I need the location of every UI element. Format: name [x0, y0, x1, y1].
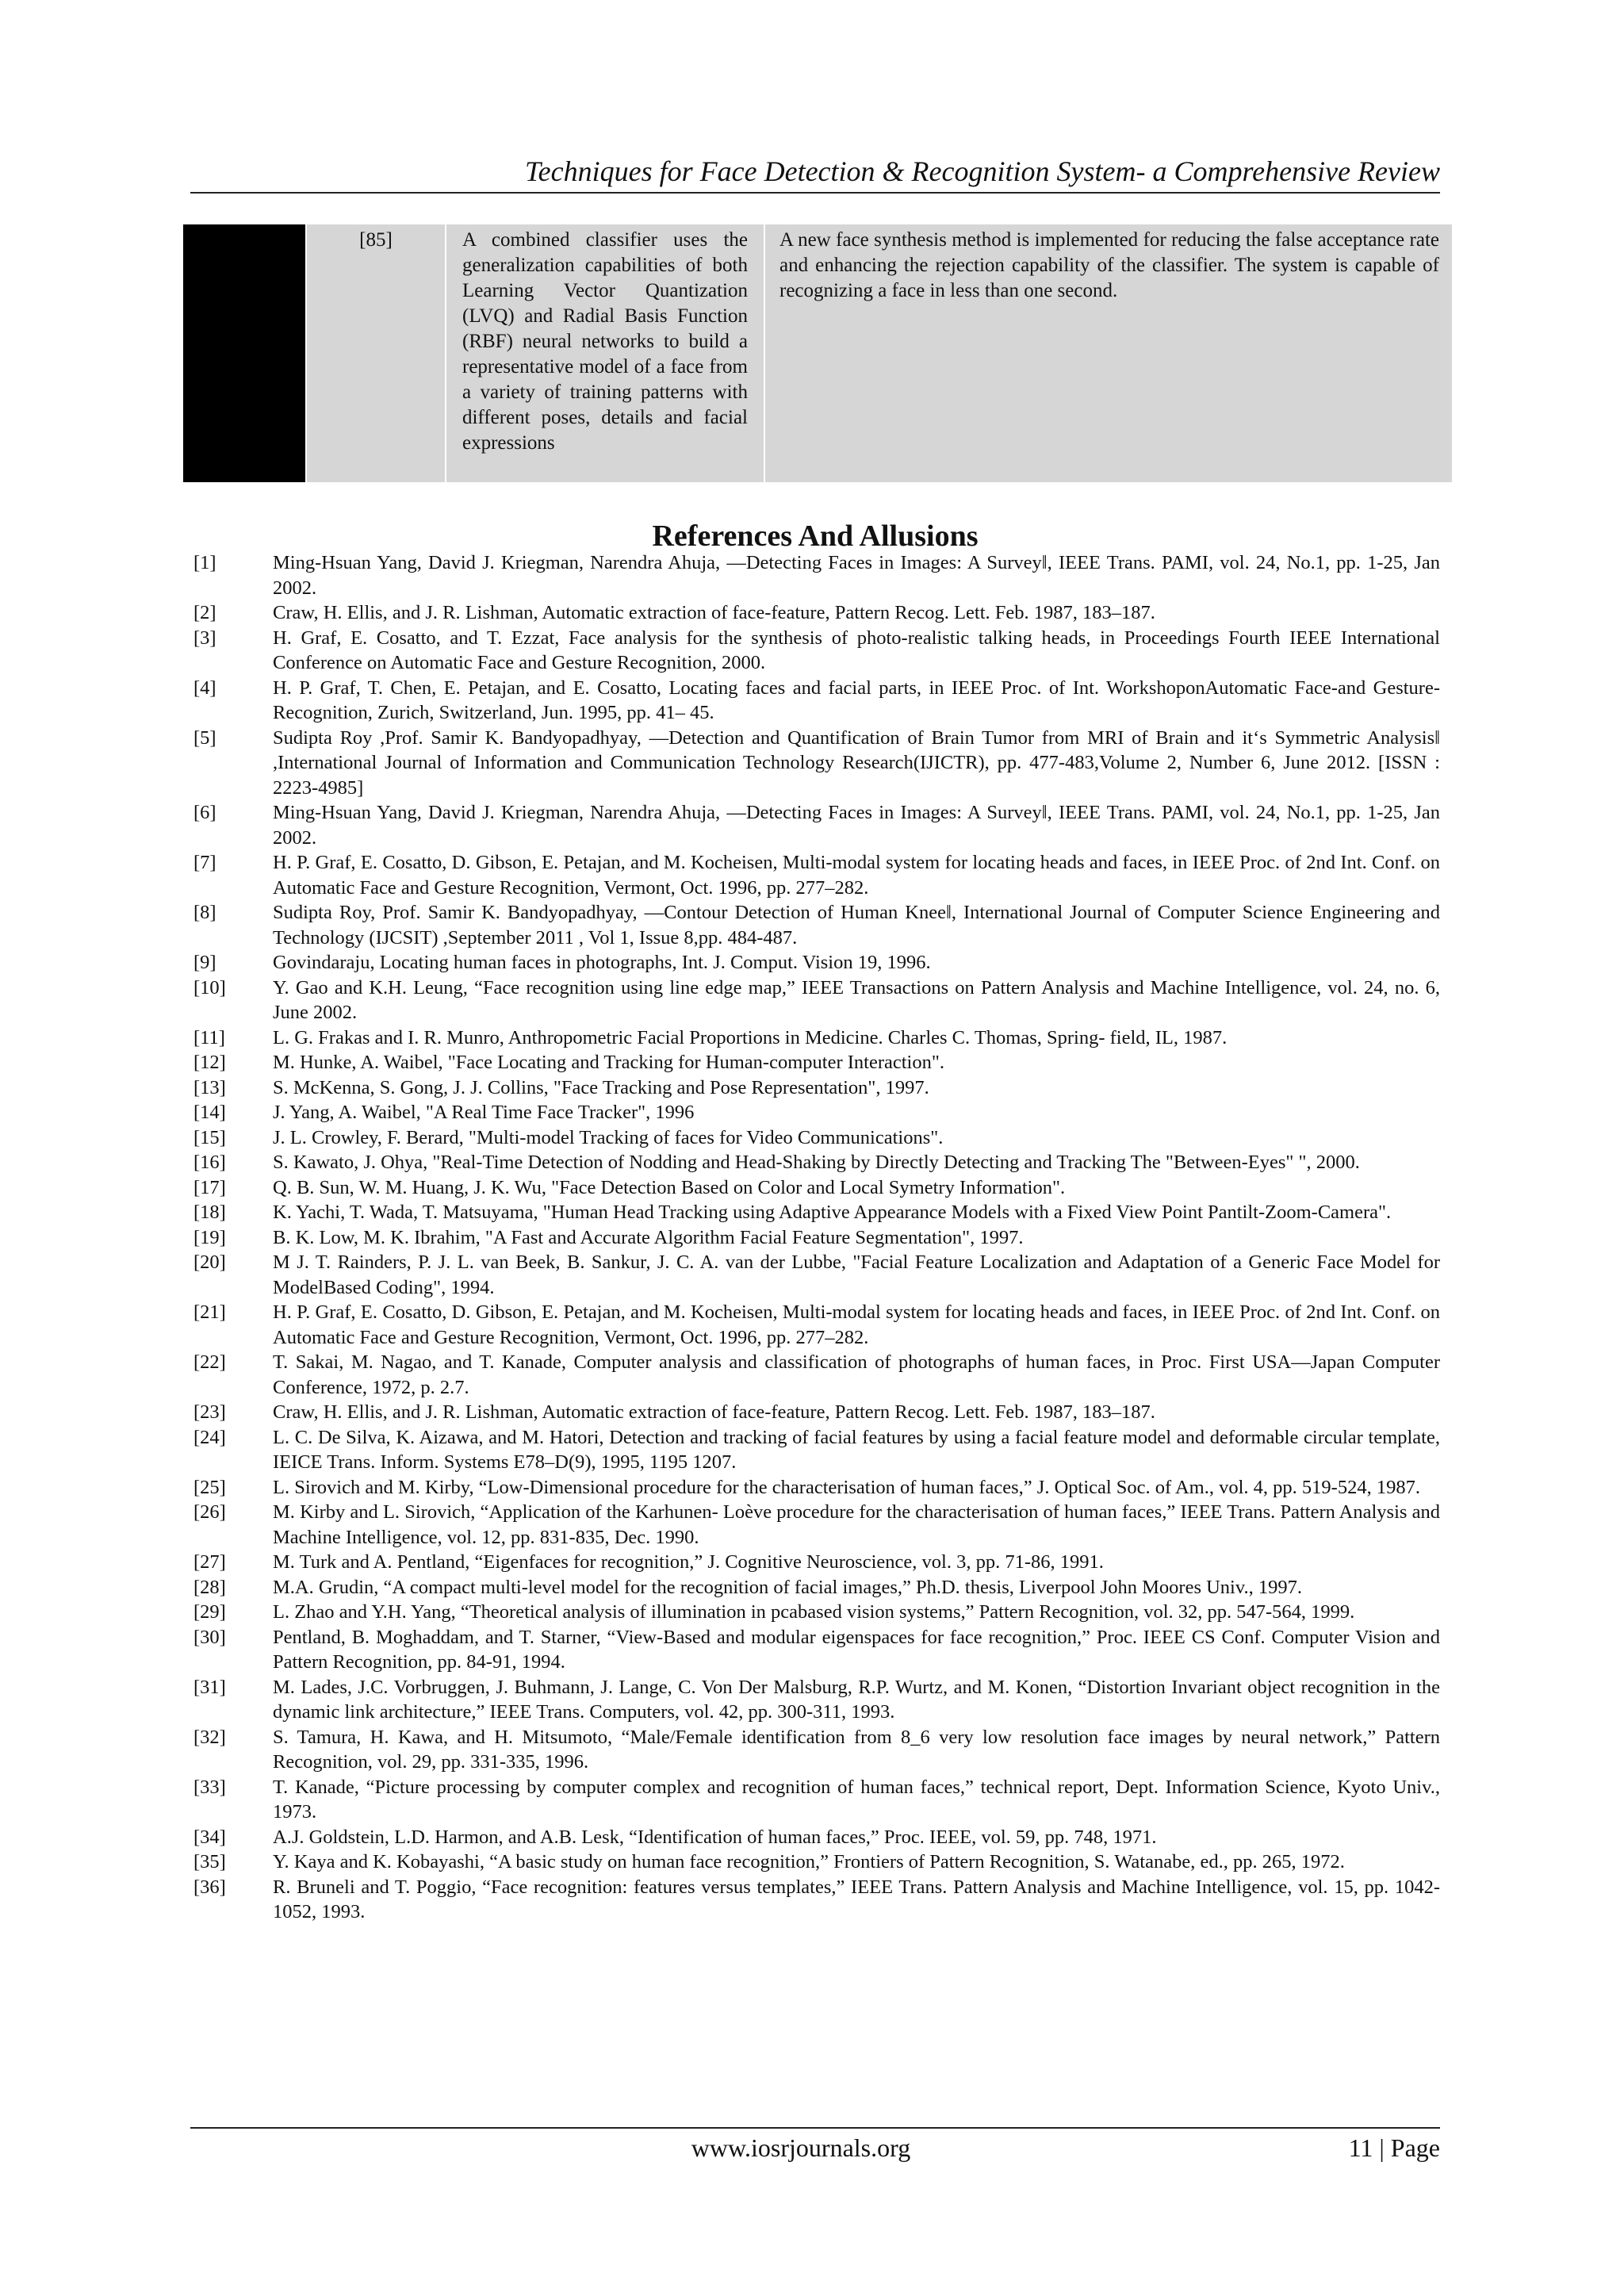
reference-text: R. Bruneli and T. Poggio, “Face recognition: features versus templates,” IEEE Trans. Pattern Analysis and Machine Intelligence, vol. 15, pp. 1042-1052, 1993. — [273, 1876, 1440, 1922]
reference-text: H. P. Graf, T. Chen, E. Petajan, and E. Cosatto, Locating faces and facial parts, in IEEE Proc. of Int. WorkshoponAutomatic Face-and Gesture-Recognition, Zurich, Switzerland, Jun. 1995, pp. 41– 45. — [273, 677, 1440, 723]
reference-number: [26] — [193, 1501, 226, 1523]
reference-number: [8] — [193, 902, 216, 923]
reference-entry — [193, 600, 1440, 626]
reference-text: H. Graf, E. Cosatto, and T. Ezzat, Face analysis for the synthesis of photo-realistic talking heads, in Proceedings Fourth IEEE International Conference on Automatic Face and Gesture Recognition, 2000. — [273, 627, 1440, 673]
reference-entry — [193, 1175, 1440, 1201]
reference-entry — [193, 726, 1440, 801]
reference-text: T. Sakai, M. Nagao, and T. Kanade, Computer analysis and classification of photographs of human faces, in Proc. First USA—Japan Computer Conference, 1972, p. 2.7. — [273, 1351, 1440, 1398]
table-description-cell: A new face synthesis method is implemented for reducing the false acceptance rate and enhancing the rejection capability of the classifier. The system is capable of recognizing a face in less than one second. — [764, 224, 1452, 482]
reference-entry — [193, 950, 1440, 976]
reference-entry — [193, 626, 1440, 676]
reference-text: Y. Kaya and K. Kobayashi, “A basic study on human face recognition,” Frontiers of Pattern Recognition, S. Watanabe, ed., pp. 265, 1972. — [273, 1851, 1345, 1872]
reference-number: [33] — [193, 1776, 226, 1798]
reference-text: M J. T. Rainders, P. J. L. van Beek, B. Sankur, J. C. A. van der Lubbe, "Facial Feature Localization and Adaptation of a Generic Face Model for ModelBased Coding", 1994. — [273, 1251, 1440, 1298]
reference-number: [1] — [193, 552, 216, 573]
reference-entry — [193, 1200, 1440, 1225]
reference-number: [19] — [193, 1226, 226, 1248]
reference-text: L. G. Frakas and I. R. Munro, Anthropometric Facial Proportions in Medicine. Charles C. Thomas, Spring- field, IL, 1987. — [273, 1026, 1228, 1048]
header-rule — [190, 192, 1440, 194]
reference-text: S. Tamura, H. Kawa, and H. Mitsumoto, “Male/Female identification from 8_6 very low resolution face images by neural network,” Pattern Recognition, vol. 29, pp. 331-335, 1996. — [273, 1726, 1440, 1773]
reference-number: [25] — [193, 1476, 226, 1498]
reference-number: [10] — [193, 976, 226, 999]
reference-text: B. K. Low, M. K. Ibrahim, "A Fast and Accurate Algorithm Facial Feature Segmentation", 1997. — [273, 1226, 1024, 1248]
reference-entry — [193, 1875, 1440, 1925]
reference-number: [17] — [193, 1176, 226, 1198]
reference-text: A.J. Goldstein, L.D. Harmon, and A.B. Lesk, “Identification of human faces,” Proc. IEEE, vol. 59, pp. 748, 1971. — [273, 1826, 1157, 1848]
reference-entry — [193, 550, 1440, 600]
reference-number: [12] — [193, 1052, 226, 1073]
reference-number: [22] — [193, 1351, 226, 1373]
reference-number: [4] — [193, 677, 216, 699]
reference-entry — [193, 1150, 1440, 1175]
reference-text: H. P. Graf, E. Cosatto, D. Gibson, E. Petajan, and M. Kocheisen, Multi-modal system for locating heads and faces, in IEEE Proc. of 2nd Int. Conf. on Automatic Face and Gesture Recognition, Vermont, Oct. 1996, pp. 277–282. — [273, 1301, 1440, 1348]
reference-text: L. Sirovich and M. Kirby, “Low-Dimensional procedure for the characterisation of human faces,” J. Optical Soc. of Am., vol. 4, pp. 519-524, 1987. — [273, 1476, 1420, 1498]
reference-entry — [193, 1675, 1440, 1725]
footer-page-number: 11 | Page — [1348, 2133, 1440, 2162]
reference-number: [2] — [193, 602, 216, 623]
reference-number: [27] — [193, 1551, 226, 1573]
reference-number: [28] — [193, 1576, 226, 1598]
reference-entry — [193, 1300, 1440, 1350]
reference-entry — [193, 1475, 1440, 1501]
reference-number: [29] — [193, 1601, 226, 1623]
reference-entry — [193, 900, 1440, 950]
reference-entry — [193, 1849, 1440, 1875]
reference-text: Ming-Hsuan Yang, David J. Kriegman, Narendra Ahuja, ―Detecting Faces in Images: A Survey‖, IEEE Trans. PAMI, vol. 24, No.1, pp. 1-25, Jan 2002. — [273, 552, 1440, 599]
reference-entry — [193, 1625, 1440, 1675]
reference-entry — [193, 1250, 1440, 1300]
reference-entry — [193, 1400, 1440, 1425]
reference-text: J. Yang, A. Waibel, "A Real Time Face Tracker", 1996 — [273, 1102, 695, 1123]
reference-entry — [193, 976, 1440, 1025]
reference-text: Ming-Hsuan Yang, David J. Kriegman, Narendra Ahuja, ―Detecting Faces in Images: A Survey‖, IEEE Trans. PAMI, vol. 24, No.1, pp. 1-25, Jan 2002. — [273, 802, 1440, 849]
table-method-cell: A combined classifier uses the generalization capabilities of both Learning Vector Quantization (LVQ) and Radial Basis Function (RBF) neural networks to build a representative model of a face from a variety of training patterns with different poses, details and facial expressions — [445, 224, 764, 482]
reference-entry — [193, 850, 1440, 900]
reference-text: Sudipta Roy ,Prof. Samir K. Bandyopadhyay, ―Detection and Quantification of Brain Tumor from MRI of Brain and it‘s Symmetric Analysis‖ ,International Journal of Information and Communication Technology Research(IJICTR), pp. 477-483,Volume 2, Number 6, June 2012. [ISSN : 2223-4985] — [273, 726, 1440, 799]
reference-entry — [193, 1775, 1440, 1825]
reference-text: Craw, H. Ellis, and J. R. Lishman, Automatic extraction of face-feature, Pattern Recog. Lett. Feb. 1987, 183–187. — [273, 1401, 1155, 1423]
reference-number: [6] — [193, 802, 216, 823]
reference-text: Q. B. Sun, W. M. Huang, J. K. Wu, "Face Detection Based on Color and Local Symetry Information". — [273, 1176, 1066, 1198]
reference-number: [32] — [193, 1726, 226, 1748]
reference-entry — [193, 1575, 1440, 1600]
reference-number: [13] — [193, 1076, 226, 1098]
reference-entry — [193, 676, 1440, 726]
reference-entry — [193, 1425, 1440, 1475]
reference-number: [16] — [193, 1152, 226, 1173]
reference-number: [9] — [193, 952, 216, 973]
reference-number: [14] — [193, 1102, 226, 1123]
reference-number: [3] — [193, 627, 216, 649]
reference-entry — [193, 1025, 1440, 1051]
reference-number: [36] — [193, 1876, 226, 1898]
reference-entry — [193, 1825, 1440, 1850]
reference-text: T. Kanade, “Picture processing by computer complex and recognition of human faces,” technical report, Dept. Information Science, Kyoto Univ., 1973. — [273, 1776, 1440, 1823]
reference-text: S. Kawato, J. Ohya, "Real-Time Detection of Nodding and Head-Shaking by Directly Detecting and Tracking The "Between-Eyes" ", 2000. — [273, 1152, 1360, 1173]
reference-entry — [193, 1500, 1440, 1550]
reference-number: [11] — [193, 1026, 225, 1048]
reference-entry — [193, 800, 1440, 850]
reference-entry — [193, 1225, 1440, 1251]
reference-text: Sudipta Roy, Prof. Samir K. Bandyopadhyay, ―Contour Detection of Human Knee‖, International Journal of Computer Science Engineering and Technology (IJCSIT) ,September 2011 , Vol 1, Issue 8,pp. 484-487. — [273, 902, 1440, 949]
reference-text: Craw, H. Ellis, and J. R. Lishman, Automatic extraction of face-feature, Pattern Recog. Lett. Feb. 1987, 183–187. — [273, 602, 1155, 623]
footer-url: www.iosrjournals.org — [691, 2133, 911, 2162]
continued-table-row — [183, 224, 1452, 482]
reference-text: M. Kirby and L. Sirovich, “Application of the Karhunen- Loève procedure for the characterisation of human faces,” IEEE Trans. Pattern Analysis and Machine Intelligence, vol. 12, pp. 831-835, Dec. 1990. — [273, 1501, 1440, 1548]
reference-text: Pentland, B. Moghaddam, and T. Starner, “View-Based and modular eigenspaces for face recognition,” Proc. IEEE CS Conf. Computer Vision and Pattern Recognition, pp. 84-91, 1994. — [273, 1626, 1440, 1673]
reference-text: J. L. Crowley, F. Berard, "Multi-model Tracking of faces for Video Communications". — [273, 1126, 944, 1148]
reference-entry — [193, 1600, 1440, 1625]
reference-text: Y. Gao and K.H. Leung, “Face recognition using line edge map,” IEEE Transactions on Pattern Analysis and Machine Intelligence, vol. 24, no. 6, June 2002. — [273, 976, 1440, 1023]
reference-entry — [193, 1075, 1440, 1101]
reference-number: [20] — [193, 1251, 226, 1273]
reference-entry — [193, 1125, 1440, 1151]
reference-text: Govindaraju, Locating human faces in photographs, Int. J. Comput. Vision 19, 1996. — [273, 952, 931, 973]
reference-number: [23] — [193, 1401, 226, 1423]
reference-number: [34] — [193, 1826, 226, 1848]
reference-number: [24] — [193, 1426, 226, 1448]
reference-text: M.A. Grudin, “A compact multi-level model for the recognition of facial images,” Ph.D. thesis, Liverpool John Moores Univ., 1997. — [273, 1576, 1303, 1598]
reference-text: L. Zhao and Y.H. Yang, “Theoretical analysis of illumination in pcabased vision systems,” Pattern Recognition, vol. 32, pp. 547-564, 1999. — [273, 1601, 1355, 1623]
reference-text: K. Yachi, T. Wada, T. Matsuyama, "Human Head Tracking using Adaptive Appearance Models with a Fixed View Point Pantilt-Zoom-Camera". — [273, 1202, 1392, 1223]
reference-number: [7] — [193, 852, 216, 873]
references-heading: References And Allusions — [652, 519, 979, 553]
reference-number: [21] — [193, 1301, 226, 1323]
reference-number: [5] — [193, 726, 216, 749]
reference-entry — [193, 1050, 1440, 1075]
reference-entry — [193, 1725, 1440, 1775]
reference-text: L. C. De Silva, K. Aizawa, and M. Hatori, Detection and tracking of facial features by using a facial feature model and deformable circular template, IEICE Trans. Inform. Systems E78–D(9), 1995, 1195 1207. — [273, 1426, 1440, 1473]
table-black-cell — [183, 224, 305, 482]
running-header-title: Techniques for Face Detection & Recognition System- a Comprehensive Review — [524, 155, 1440, 187]
reference-text: M. Lades, J.C. Vorbruggen, J. Buhmann, J. Lange, C. Von Der Malsburg, R.P. Wurtz, and M. Konen, “Distortion Invariant object recognition in the dynamic link architecture,” IEEE Trans. Computers, vol. 42, pp. 300-311, 1993. — [273, 1676, 1440, 1723]
reference-text: H. P. Graf, E. Cosatto, D. Gibson, E. Petajan, and M. Kocheisen, Multi-modal system for locating heads and faces, in IEEE Proc. of 2nd Int. Conf. on Automatic Face and Gesture Recognition, Vermont, Oct. 1996, pp. 277–282. — [273, 852, 1440, 899]
reference-number: [15] — [193, 1126, 226, 1148]
reference-list — [193, 550, 1440, 1925]
reference-entry — [193, 1100, 1440, 1125]
reference-number: [30] — [193, 1626, 226, 1648]
reference-number: [18] — [193, 1202, 226, 1223]
table-ref-cell: [85] — [305, 224, 445, 482]
reference-text: S. McKenna, S. Gong, J. J. Collins, "Face Tracking and Pose Representation", 1997. — [273, 1076, 929, 1098]
footer-rule — [190, 2127, 1440, 2129]
reference-entry — [193, 1350, 1440, 1400]
reference-entry — [193, 1550, 1440, 1575]
reference-number: [31] — [193, 1676, 226, 1698]
reference-text: M. Turk and A. Pentland, “Eigenfaces for recognition,” J. Cognitive Neuroscience, vol. 3, pp. 71-86, 1991. — [273, 1551, 1104, 1573]
reference-text: M. Hunke, A. Waibel, "Face Locating and Tracking for Human-computer Interaction". — [273, 1052, 944, 1073]
reference-number: [35] — [193, 1851, 226, 1872]
